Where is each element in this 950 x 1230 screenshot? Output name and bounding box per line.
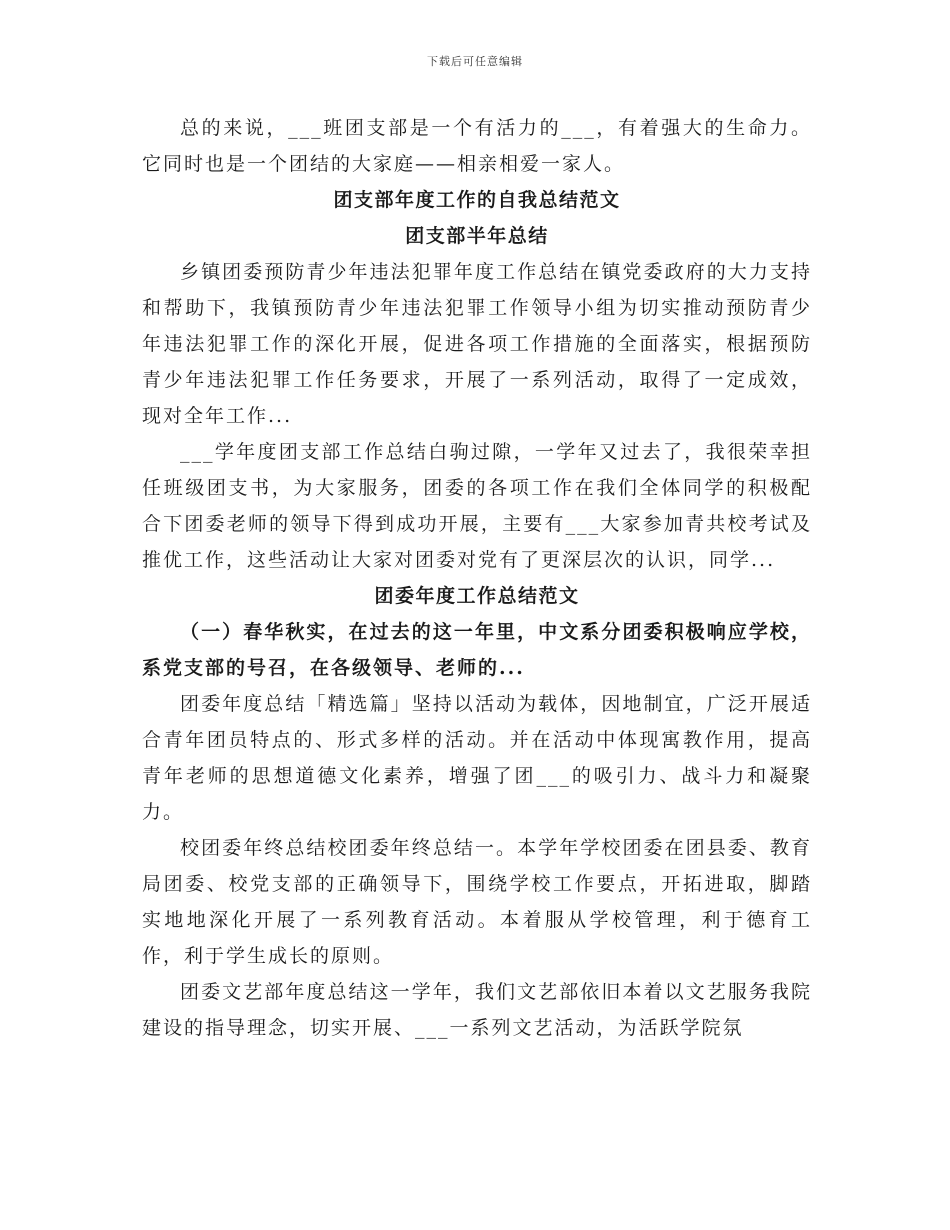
- paragraph-township: 乡镇团委预防青少年违法犯罪年度工作总结在镇党委政府的大力支持和帮助下，我镇预防青少年违法犯罪工作领导小组为切实推动预防青少年违法犯罪工作的深化开展，促进各项工作措施的全面落实，根据预防青少年违法犯罪工作任务要求，开展了一系列活动，取得了一定成效，现对全年工作...: [142, 261, 812, 427]
- paragraph-summary: 总的来说，___班团支部是一个有活力的___，有着强大的生命力。它同时也是一个团结的大家庭——相亲相爱一家人。: [142, 117, 812, 175]
- paragraph-school-committee: 校团委年终总结校团委年终总结一。本学年学校团委在团县委、教育局团委、校党支部的正确领导下，围绕学校工作要点，开拓进取，脚踏实地地深化开展了一系列教育活动。本着服从学校管理，利于德育工作，利于学生成长的原则。: [142, 837, 812, 967]
- heading-half-year: 团支部半年总结: [405, 225, 549, 247]
- paragraph-bold-intro: （一）春华秋实，在过去的这一年里，中文系分团委积极响应学校，系党支部的号召，在各级领导、老师的...: [142, 621, 812, 679]
- paragraph-arts-dept: 团委文艺部年度总结这一学年，我们文艺部依旧本着以文艺服务我院建设的指导理念，切实开展、___一系列文艺活动，为活跃学院氛: [142, 981, 812, 1039]
- page-header: 下载后可任意编辑: [427, 55, 523, 68]
- paragraph-selected: 团委年度总结「精选篇」坚持以活动为载体，因地制宜，广泛开展适合青年团员特点的、形式多样的活动。并在活动中体现寓教作用，提高青年老师的思想道德文化素养，增强了团___的吸引力、战斗力和凝聚力。: [142, 693, 812, 823]
- heading-league-committee: 团委年度工作总结范文: [374, 585, 580, 607]
- document-body: [142, 110, 812, 1046]
- heading-self-summary: 团支部年度工作的自我总结范文: [333, 189, 621, 211]
- paragraph-academic-year: ___学年度团支部工作总结白驹过隙，一学年又过去了，我很荣幸担任班级团支书，为大家服务，团委的各项工作在我们全体同学的积极配合下团委老师的领导下得到成功开展，主要有___大家参加青共校考试及推优工作，这些活动让大家对团委对党有了更深层次的认识，同学...: [142, 441, 812, 571]
